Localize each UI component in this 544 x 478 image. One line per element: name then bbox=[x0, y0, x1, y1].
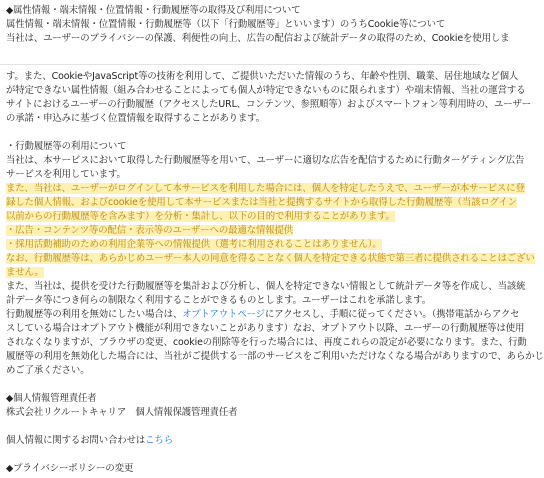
section-heading-policy-change: ◆プライバシーポリシーの変更 bbox=[6, 463, 134, 474]
paragraph-line: が特定できない属性情報（組み合わせることによっても個人が特定できないものに限られます）や端末情報、当社の運営する bbox=[6, 85, 526, 96]
highlighted-line bbox=[6, 238, 382, 252]
contact-line bbox=[6, 434, 173, 448]
paragraph-line: 属性情報・端末情報・位置情報・行動履歴等（以下「行動履歴等」といいます）のうちCookie等について bbox=[6, 19, 446, 30]
paragraph-line: 当社は、ユーザーのプライバシーの保護、利便性の向上、広告の配信および統計データの取得のため、Cookieを使用しま bbox=[6, 33, 510, 44]
highlighted-line bbox=[6, 224, 293, 238]
paragraph-line: サイトにおけるユーザーの行動履歴（アクセスしたURL、コンテンツ、参照順等）およびスマートフォン等利用時の、ユーザー bbox=[6, 99, 532, 110]
section-heading-attribute-info: ◆属性情報・端末情報・位置情報・行動履歴等の取得及び利用について bbox=[6, 5, 301, 16]
paragraph-line: また、当社は、提供を受けた行動履歴等を集計および分析し、個人を特定できない情報として統計データ等を作成し、当該統 bbox=[6, 281, 526, 292]
subsection-heading-behavior-usage: ・行動履歴等の利用について bbox=[6, 141, 127, 152]
highlight-text: ・採用活動補助のための利用企業等への情報提供（選考に利用されることはありません）。 bbox=[6, 239, 382, 250]
highlight-text: なお、行動履歴等は、あらかじめユーザー本人の同意を得ることなく個人を特定できる状態で第三者に提供されることはござい bbox=[6, 253, 535, 264]
paragraph-line: されなくなりますが、ブラウザの変更、cookieの削除等を行った場合には、再度これらの設定が必要になります。また、行動 bbox=[6, 337, 527, 348]
paragraph-line: 計データ等につき何らの制限なく利用することができるものとします。ユーザーはこれを承諾します。 bbox=[6, 295, 431, 306]
highlighted-line bbox=[6, 252, 535, 266]
section-divider bbox=[0, 64, 480, 65]
highlighted-line bbox=[6, 196, 517, 210]
contact-text: 個人情報に関するお問い合わせは bbox=[6, 435, 146, 446]
paragraph-line: スしている場合はオプトアウト機能が利用できないことがあります）なお、オプトアウト以降、ユーザーの行動履歴等は使用 bbox=[6, 323, 525, 334]
highlight-text: ・広告・コンテンツ等の配信・表示等のユーザーへの最適な情報提供 bbox=[6, 225, 294, 236]
paragraph-line bbox=[6, 308, 519, 322]
paragraph-line: の承諾・申込みに基づく位置情報を取得することがあります。 bbox=[6, 113, 265, 124]
inline-text: にアクセスし、手順に従ってください。（携帯電話からアクセ bbox=[264, 309, 520, 320]
highlighted-line bbox=[6, 182, 525, 196]
paragraph-line: 当社は、本サービスにおいて取得した行動履歴等を用いて、ユーザーに適切な広告を配信するために行動ターゲティング広告 bbox=[6, 155, 525, 166]
paragraph-line: サービスを利用しています。 bbox=[6, 169, 126, 180]
manager-name: 株式会社リクルートキャリア 個人情報保護管理責任者 bbox=[6, 407, 238, 418]
optout-page-link[interactable]: オプトアウトページ bbox=[182, 309, 265, 320]
contact-link[interactable]: こちら bbox=[145, 435, 173, 446]
highlight-text: 録した個人情報、およびcookieを使用して本サービスまたは当社と提携するサイトから取得した行動履歴等（当該ログイン bbox=[6, 197, 518, 208]
highlight-text: ません。 bbox=[6, 267, 44, 278]
highlighted-line bbox=[6, 210, 395, 224]
paragraph-line: す。また、CookieやJavaScript等の技術を利用して、ご提供いただいた情報のうち、年齢や性別、職業、居住地域など個人 bbox=[6, 71, 519, 82]
section-heading-manager: ◆個人情報管理責任者 bbox=[6, 393, 97, 404]
highlight-text: また、当社は、ユーザーがログインして本サービスを利用した場合には、個人を特定したうえで、ユーザーが本サービスに登 bbox=[6, 183, 525, 194]
paragraph-line: めご了承ください。 bbox=[6, 365, 90, 376]
paragraph-line: 履歴等の利用を無効化した場合には、当社がご提供する一部のサービスをご利用いただけなくなる場合がありますので、あらかじ bbox=[6, 351, 544, 362]
inline-text: 行動履歴等の利用を無効にしたい場合は、 bbox=[6, 309, 183, 320]
highlight-text: 以前からの行動履歴等を含みます）を分析・集計し、以下の目的で利用することがあります。 bbox=[6, 211, 395, 222]
highlighted-line bbox=[6, 266, 44, 280]
